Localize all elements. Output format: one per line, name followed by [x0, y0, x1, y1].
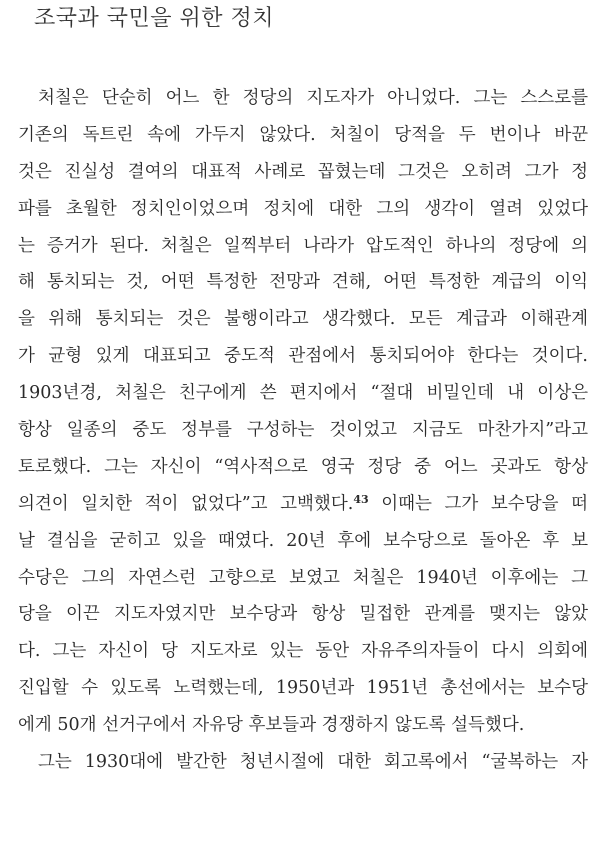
paragraph-line: 을 위해 통치되는 것은 불행이라고 생각했다. 모든 계급과 이해관계	[18, 309, 588, 330]
paragraph-line-with-footnote	[18, 486, 588, 523]
paragraph-line-text: 이때는 그가 보수당을 떠	[368, 493, 588, 514]
section-heading: 조국과 국민을 위한 정치	[34, 6, 275, 31]
paragraph-line: 는 증거가 된다. 처칠은 일찍부터 나라가 압도적인 하나의 정당에 의	[18, 235, 588, 256]
paragraph-line: 가 균형 있게 대표되고 중도적 관점에서 통치되어야 한다는 것이다.	[18, 346, 588, 367]
paragraph-line: 항상 일종의 중도 정부를 구성하는 것이었고 지금도 마찬가지”라고	[18, 420, 588, 441]
footnote-marker[interactable]: 43	[353, 492, 369, 506]
paragraph-line: 1903년경, 처칠은 친구에게 쓴 편지에서 “절대 비밀인데 내 이상은	[18, 383, 588, 404]
paragraph-line-text: 의견이 일치한 적이 없었다”고 고백했다.	[18, 493, 354, 514]
paragraph-line: 기존의 독트린 속에 가두지 않았다. 처칠이 당적을 두 번이나 바꾼	[18, 124, 588, 145]
paragraph-line: 진입할 수 있도록 노력했는데, 1950년과 1951년 총선에서는 보수당	[18, 678, 588, 699]
paragraph-line: 해 통치되는 것, 어떤 특정한 전망과 견해, 어떤 특정한 계급의 이익	[18, 272, 588, 293]
paragraph-line: 에게 50개 선거구에서 자유당 후보들과 경쟁하지 않도록 설득했다.	[18, 715, 525, 736]
paragraph-line: 당을 이끈 지도자였지만 보수당과 항상 밀접한 관계를 맺지는 않았	[18, 604, 588, 625]
paragraph-line: 그는 1930대에 발간한 청년시절에 대한 회고록에서 “굴복하는 자	[38, 752, 588, 773]
paragraph-line: 다. 그는 자신이 당 지도자로 있는 동안 자유주의자들이 다시 의회에	[18, 641, 588, 662]
body-text	[18, 80, 588, 781]
paragraph-line: 수당은 그의 자연스런 고향으로 보였고 처칠은 1940년 이후에는 그	[18, 567, 588, 588]
paragraph-line: 것은 진실성 결여의 대표적 사례로 꼽혔는데 그것은 오히려 그가 정	[18, 161, 588, 182]
paragraph-line: 토로했다. 그는 자신이 “역사적으로 영국 정당 중 어느 곳과도 항상	[18, 456, 588, 477]
paragraph-line: 파를 초월한 정치인이었으며 정치에 대한 그의 생각이 열려 있었다	[18, 198, 588, 219]
paragraph-line: 날 결심을 굳히고 있을 때였다. 20년 후에 보수당으로 돌아온 후 보	[18, 530, 588, 551]
paragraph-line: 처칠은 단순히 어느 한 정당의 지도자가 아니었다. 그는 스스로를	[38, 88, 588, 108]
